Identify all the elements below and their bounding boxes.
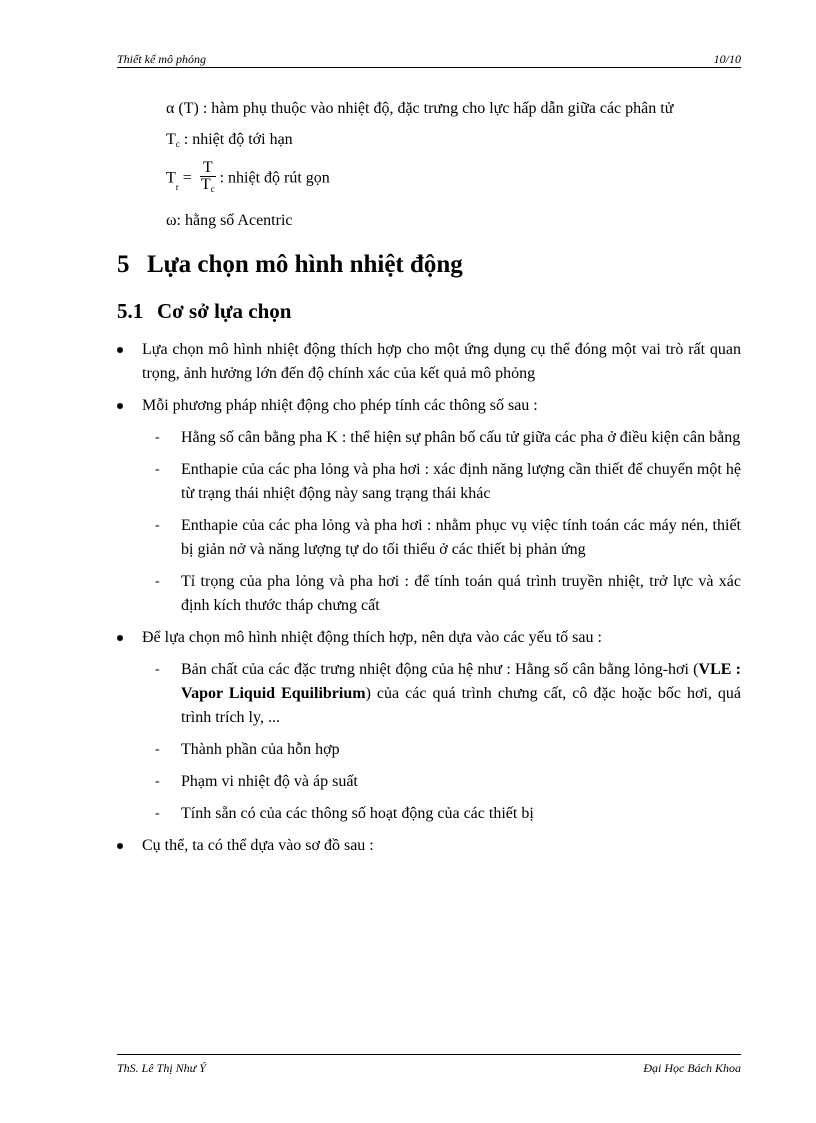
definition-tr [166,160,330,197]
tr-symbol: T [166,169,176,187]
bullet-icon [117,635,123,641]
sub-item-text: Enthapie của các pha lỏng và pha hơi : nhằm phục vụ việc tính toán các máy nén, thiết bị giản nở và năng lượng tự do tối thiểu ở các thiết bị phản ứng [181,517,741,558]
definition-omega [166,212,293,230]
definition-alpha [166,100,673,118]
tr-denominator-subscript: c [210,184,215,194]
sub-item-text: Tỉ trọng của pha lỏng và pha hơi : để tính toán quá trình truyền nhiệt, trở lực và xác định kích thước tháp chưng cất [181,573,741,614]
section-number: 5 [117,251,130,278]
dash-icon: - [155,662,160,677]
sub-item-text: Enthapie của các pha lỏng và pha hơi : xác định năng lượng cần thiết để chuyển một hệ từ trạng thái nhiệt động này sang trạng thái khác [181,461,741,502]
tc-symbol: T [166,131,176,148]
footer-author: ThS. Lê Thị Như Ý [117,1061,206,1075]
alpha-text: (T) : hàm phụ thuộc vào nhiệt độ, đặc trưng cho lực hấp dẫn giữa các phân tử [174,100,674,117]
sub-item [117,514,741,562]
bullet-text: Để lựa chọn mô hình nhiệt động thích hợp, nên dựa vào các yếu tố sau : [142,629,602,646]
subsection-number: 5.1 [117,299,144,323]
tr-fraction [198,160,218,197]
bullet-icon [117,403,123,409]
bullet-item [117,626,741,650]
bullet-item [117,394,741,418]
bullet-icon [117,843,123,849]
header-title: Thiết kế mô phỏng [117,52,206,66]
page-header [117,52,741,66]
dash-icon: - [155,462,160,477]
page-footer [117,1061,741,1075]
tr-subscript: r [175,182,179,193]
omega-text: : hằng số Acentric [176,212,293,229]
sub-item-text-after: ) của các quá trình chưng cất, cô đặc hoặc bốc hơi, quá trình trích ly, ... [181,685,742,726]
header-rule [117,67,741,68]
tr-denominator [198,177,218,197]
section-heading [117,250,463,280]
dash-icon: - [155,518,160,533]
sub-item [117,570,741,618]
tr-denominator-symbol: T [200,176,211,193]
bullet-text: Cụ thể, ta có thể dựa vào sơ đồ sau : [142,837,374,854]
omega-symbol: ω [166,212,177,229]
page-number: 10/10 [713,52,741,66]
dash-icon: - [155,430,160,445]
bullet-item [117,834,741,858]
sub-item-text: Phạm vi nhiệt độ và áp suất [181,773,358,790]
sub-item [117,458,741,506]
section-title: Lựa chọn mô hình nhiệt động [147,251,463,278]
subsection-title: Cơ sở lựa chọn [157,299,292,323]
subsection-heading [117,298,291,324]
sub-item [117,738,741,762]
sub-item [117,658,741,730]
sub-item-text-before: Bản chất của các đặc trưng nhiệt động của hệ như : Hằng số cân bằng lỏng-hơi ( [181,661,699,678]
tc-subscript: c [175,139,180,149]
tc-text: : nhiệt độ tới hạn [179,131,293,148]
dash-icon: - [155,742,160,757]
tr-text: : nhiệt độ rút gọn [219,169,330,187]
sub-item [117,426,741,450]
dash-icon: - [155,806,160,821]
bullet-item [117,338,741,386]
bullet-text: Mỗi phương pháp nhiệt động cho phép tính các thông số sau : [142,397,538,414]
tr-equals: = [178,169,192,187]
sub-item [117,802,741,826]
sub-item-text: Hằng số cân bằng pha K : thể hiện sự phân bố cấu tử giữa các pha ở điều kiện cân bằng [181,429,741,446]
definition-tc [166,131,293,149]
tr-numerator: T [200,160,216,177]
footer-rule [117,1054,741,1055]
dash-icon: - [155,774,160,789]
sub-item [117,770,741,794]
bullet-icon [117,347,123,353]
bullet-list [117,338,741,866]
dash-icon: - [155,574,160,589]
footer-institution: Đại Học Bách Khoa [643,1061,741,1075]
sub-item-text: Thành phần của hỗn hợp [181,741,340,758]
bullet-text: Lựa chọn mô hình nhiệt động thích hợp cho một ứng dụng cụ thể đóng một vai trò rất quan trọng, ảnh hưởng lớn đến độ chính xác của kết quả mô phỏng [142,341,741,382]
vle-term: VLE : Vapor Liquid Equilibrium [181,661,741,702]
sub-item-text: Tính sẵn có của các thông số hoạt động của các thiết bị [181,805,534,822]
alpha-symbol: α [166,100,175,117]
sub-item-text [181,661,741,726]
